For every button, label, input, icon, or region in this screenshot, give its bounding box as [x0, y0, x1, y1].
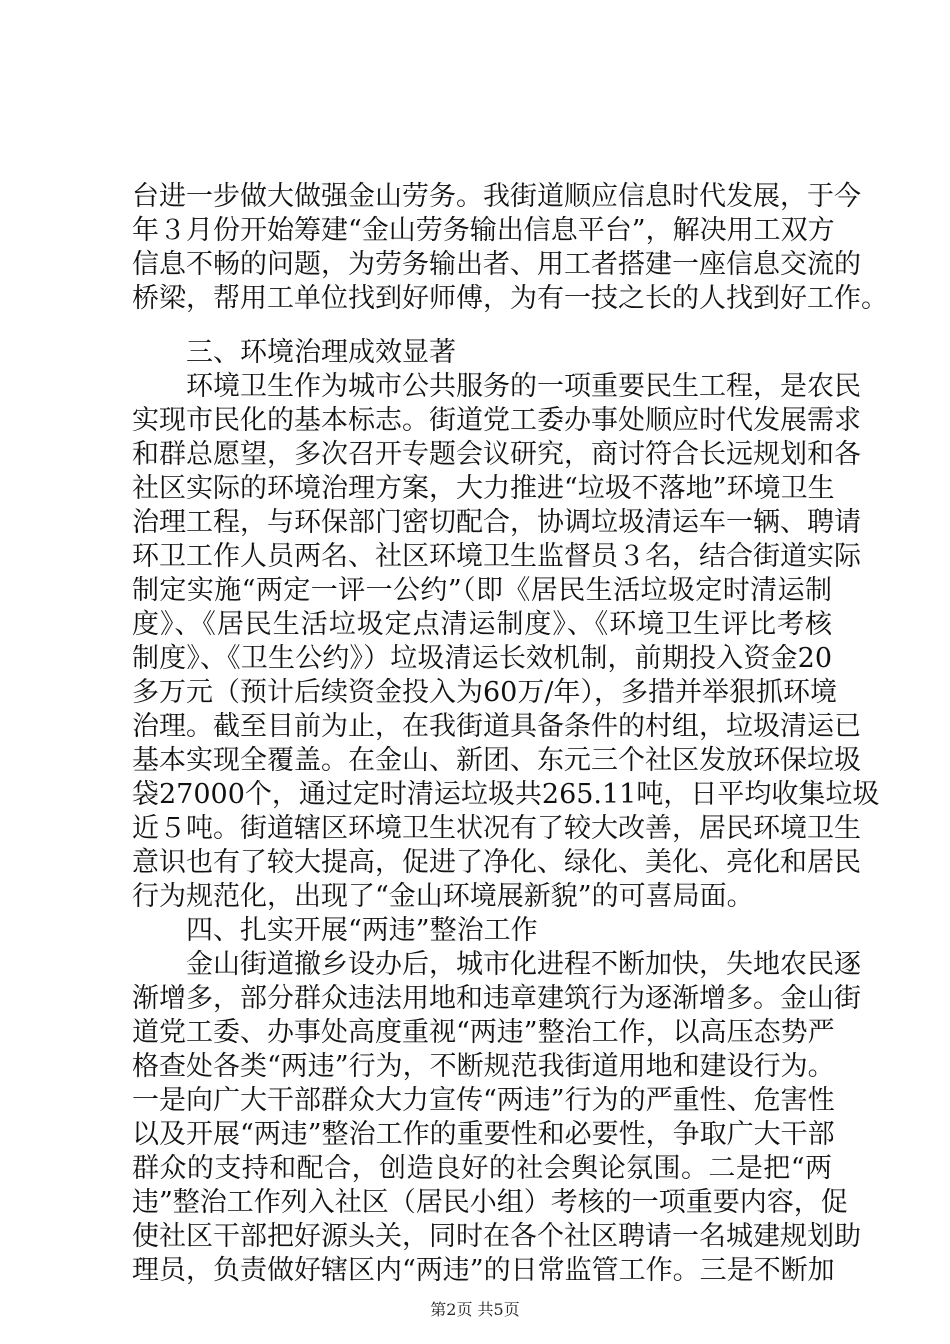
text-line: 以及开展“两违”整治工作的重要性和必要性，争取广大干部	[132, 1119, 835, 1150]
text-line: 行为规范化，出现了“金山环境展新貌”的可喜局面。	[132, 881, 754, 912]
text-line: 道党工委、办事处高度重视“两违”整治工作，以高压态势严	[132, 1017, 835, 1048]
text-line: 意识也有了较大提高，促进了净化、绿化、美化、亮化和居民	[132, 847, 861, 878]
text-line: 群众的支持和配合，创造良好的社会舆论氛围。二是把“两	[132, 1153, 832, 1184]
text-line: 格查处各类“两违”行为，不断规范我街道用地和建设行为。	[132, 1051, 835, 1082]
text-line: 实现市民化的基本标志。街道党工委办事处顺应时代发展需求	[132, 405, 861, 436]
text-line: 社区实际的环境治理方案，大力推进“垃圾不落地”环境卫生	[132, 473, 835, 504]
text-line: 基本实现全覆盖。在金山、新团、东元三个社区发放环保垃圾	[132, 745, 861, 776]
text-line: 渐增多，部分群众违法用地和违章建筑行为逐渐增多。金山街	[132, 983, 861, 1014]
text-line: 年３月份开始筹建“金山劳务输出信息平台”，解决用工双方	[132, 215, 835, 246]
text-line: 治理。截至目前为止，在我街道具备条件的村组，垃圾清运已	[132, 711, 861, 742]
section-heading: 四、扎实开展“两违”整治工作	[186, 915, 538, 946]
text-line: 治理工程，与环保部门密切配合，协调垃圾清运车一辆、聘请	[132, 507, 861, 538]
text-line: 多万元（预计后续资金投入为60万/年），多措并举狠抓环境	[132, 677, 837, 708]
text-line: 桥梁，帮用工单位找到好师傅，为有一技之长的人找到好工作。	[132, 283, 888, 314]
text-line: 袋27000个，通过定时清运垃圾共265.11吨，日平均收集垃圾	[132, 779, 880, 810]
text-line: 制定实施“两定一评一公约”（即《居民生活垃圾定时清运制	[132, 575, 832, 606]
text-line: 制度》、《卫生公约》）垃圾清运长效机制，前期投入资金20	[132, 643, 832, 674]
paragraph-first-line: 金山街道撤乡设办后，城市化进程不断加快，失地农民逐	[186, 949, 861, 980]
text-line: 度》、《居民生活垃圾定点清运制度》、《环境卫生评比考核	[132, 609, 832, 640]
text-line: 理员，负责做好辖区内“两违”的日常监管工作。三是不断加	[132, 1255, 835, 1286]
text-line: 环卫工作人员两名、社区环境卫生监督员３名，结合街道实际	[132, 541, 861, 572]
text-line: 一是向广大干部群众大力宣传“两违”行为的严重性、危害性	[132, 1085, 835, 1116]
text-line: 和群总愿望，多次召开专题会议研究，商讨符合长远规划和各	[132, 439, 861, 470]
text-line: 使社区干部把好源头关，同时在各个社区聘请一名城建规划助	[132, 1221, 861, 1252]
text-line: 近５吨。街道辖区环境卫生状况有了较大改善，居民环境卫生	[132, 813, 861, 844]
text-line: 台进一步做大做强金山劳务。我街道顺应信息时代发展，于今	[132, 181, 861, 212]
page-number-footer: 第2页 共5页	[430, 1300, 520, 1319]
paragraph-first-line: 环境卫生作为城市公共服务的一项重要民生工程，是农民	[186, 371, 861, 402]
section-heading: 三、环境治理成效显著	[186, 337, 456, 368]
text-line: 信息不畅的问题，为劳务输出者、用工者搭建一座信息交流的	[132, 249, 861, 280]
text-line: 违”整治工作列入社区（居民小组）考核的一项重要内容，促	[132, 1187, 848, 1218]
